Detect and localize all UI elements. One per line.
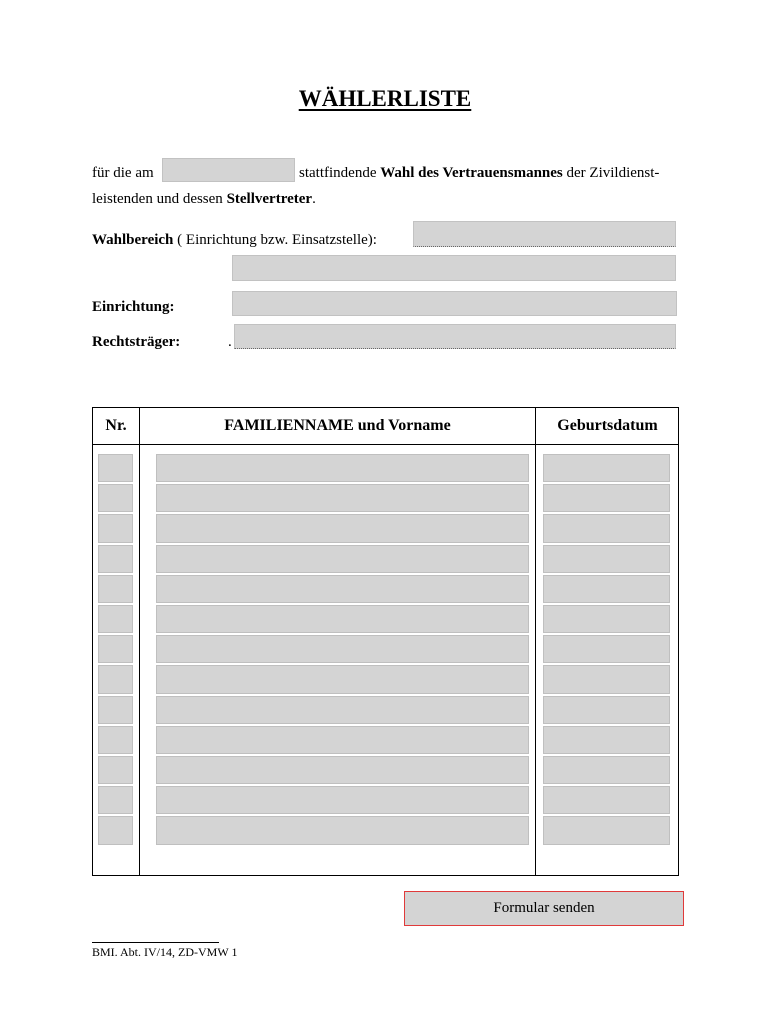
- row-number-field[interactable]: [98, 545, 133, 573]
- row-name-field[interactable]: [156, 726, 529, 754]
- row-name-field[interactable]: [156, 635, 529, 663]
- wahlbereich-field-2[interactable]: [232, 255, 676, 281]
- table-divider-2: [535, 408, 536, 875]
- row-birthdate-field[interactable]: [543, 605, 670, 633]
- footer-reference: BMI. Abt. IV/14, ZD-VMW 1: [92, 945, 238, 959]
- header-name: FAMILIENNAME und Vorname: [224, 417, 451, 434]
- footer-divider: [92, 942, 219, 943]
- wahlbereich-field-1[interactable]: [413, 221, 676, 247]
- rechtstraeger-field[interactable]: [234, 324, 676, 349]
- row-name-field[interactable]: [156, 454, 529, 482]
- row-name-field[interactable]: [156, 545, 529, 573]
- row-number-field[interactable]: [98, 756, 133, 784]
- wahlbereich-label: [92, 232, 377, 249]
- rechtstraeger-label: Rechtsträger:: [92, 334, 181, 350]
- wahlbereich-label-rest: ( Einrichtung bzw. Einsatzstelle):: [177, 232, 377, 248]
- row-number-field[interactable]: [98, 726, 133, 754]
- row-number-field[interactable]: [98, 816, 133, 844]
- row-birthdate-field[interactable]: [543, 454, 670, 482]
- row-birthdate-field[interactable]: [543, 816, 670, 844]
- intro-mid: stattfindende: [299, 165, 377, 181]
- row-name-field[interactable]: [156, 514, 529, 542]
- table-divider-1: [139, 408, 140, 875]
- row-birthdate-field[interactable]: [543, 756, 670, 784]
- row-name-field[interactable]: [156, 756, 529, 784]
- row-birthdate-field[interactable]: [543, 514, 670, 542]
- row-name-field[interactable]: [156, 484, 529, 512]
- row-number-field[interactable]: [98, 696, 133, 724]
- header-nr: Nr.: [105, 417, 127, 434]
- row-number-field[interactable]: [98, 786, 133, 814]
- rechtstraeger-dot: .: [228, 334, 232, 350]
- voter-table: [92, 407, 679, 876]
- intro-line2: [92, 191, 316, 208]
- submit-button[interactable]: Formular senden: [404, 891, 684, 926]
- row-number-field[interactable]: [98, 575, 133, 603]
- row-birthdate-field[interactable]: [543, 635, 670, 663]
- row-birthdate-field[interactable]: [543, 786, 670, 814]
- page-title: WÄHLERLISTE: [298, 86, 472, 111]
- intro-line2-prefix: leistenden und dessen: [92, 191, 223, 207]
- row-number-field[interactable]: [98, 635, 133, 663]
- row-number-field[interactable]: [98, 605, 133, 633]
- row-birthdate-field[interactable]: [543, 545, 670, 573]
- einrichtung-label: Einrichtung:: [92, 299, 175, 315]
- election-date-field[interactable]: [162, 158, 295, 182]
- intro-suffix: der Zivildienst-: [566, 165, 660, 181]
- row-number-field[interactable]: [98, 665, 133, 693]
- row-birthdate-field[interactable]: [543, 484, 670, 512]
- row-name-field[interactable]: [156, 696, 529, 724]
- table-header-divider: [93, 444, 678, 445]
- row-birthdate-field[interactable]: [543, 726, 670, 754]
- intro-bold1: Wahl des Vertrauensmannes: [380, 165, 563, 181]
- row-name-field[interactable]: [156, 605, 529, 633]
- row-birthdate-field[interactable]: [543, 665, 670, 693]
- row-birthdate-field[interactable]: [543, 575, 670, 603]
- row-birthdate-field[interactable]: [543, 696, 670, 724]
- einrichtung-field[interactable]: [232, 291, 677, 316]
- intro-prefix: für die am: [92, 165, 154, 181]
- header-birthdate: Geburtsdatum: [557, 417, 658, 434]
- row-number-field[interactable]: [98, 514, 133, 542]
- row-name-field[interactable]: [156, 665, 529, 693]
- row-number-field[interactable]: [98, 454, 133, 482]
- row-name-field[interactable]: [156, 816, 529, 844]
- intro-line1: [299, 165, 659, 182]
- row-name-field[interactable]: [156, 786, 529, 814]
- intro-line2-end: .: [312, 191, 316, 207]
- wahlbereich-label-bold: Wahlbereich: [92, 232, 174, 248]
- row-number-field[interactable]: [98, 484, 133, 512]
- intro-bold2: Stellvertreter: [226, 191, 313, 207]
- row-name-field[interactable]: [156, 575, 529, 603]
